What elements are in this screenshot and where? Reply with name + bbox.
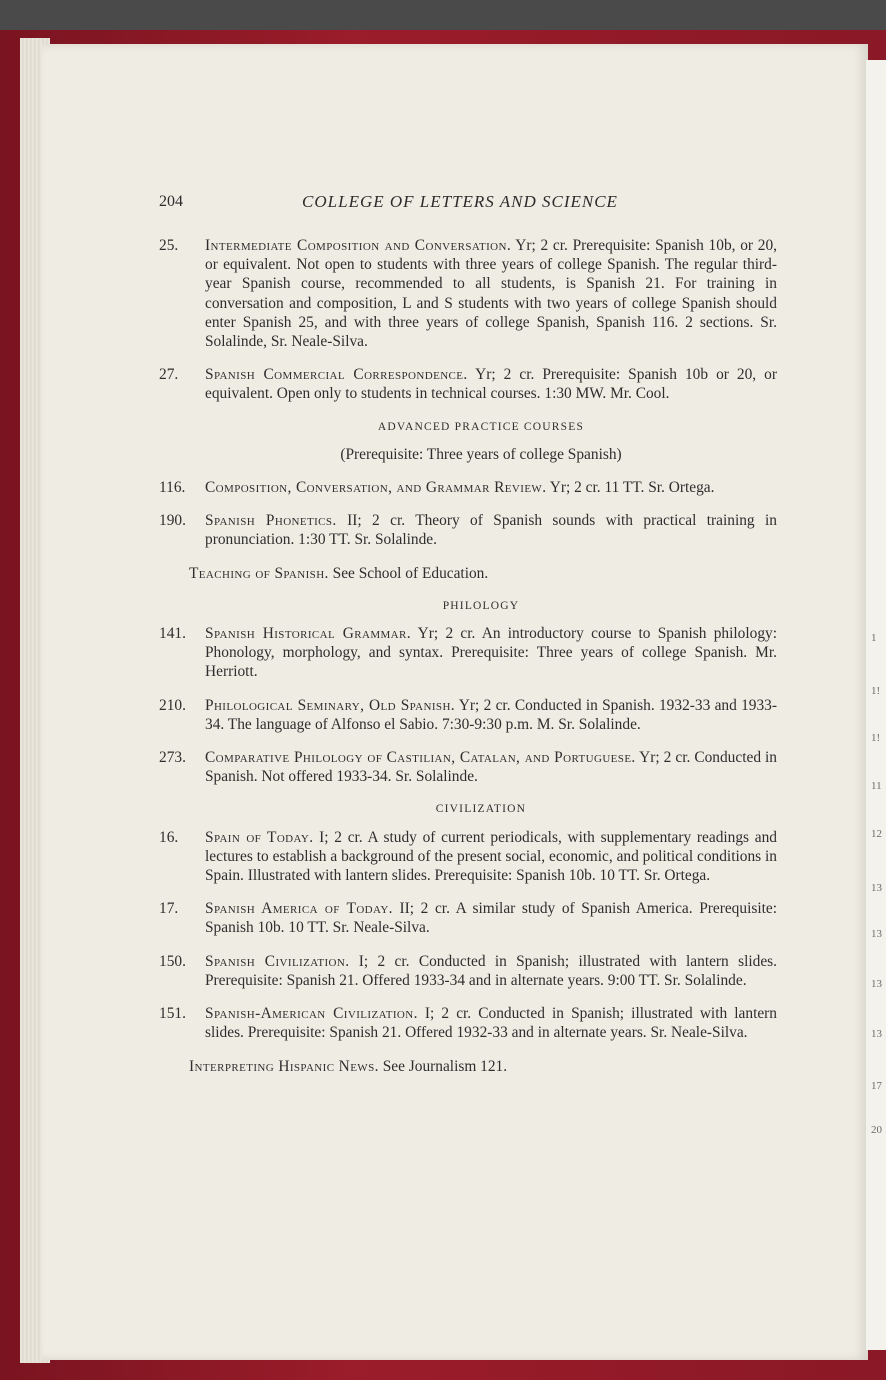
course-description: II; 2 cr. Theory of Spanish sounds with practical training in pronunciation. 1:30 TT. Sr. Solalinde. [205,512,777,549]
facing-page-mark: 1! [871,732,881,744]
cross-reference-journalism [155,1057,777,1076]
course-description: Yr; 2 cr. 11 TT. Sr. Ortega. [546,479,715,497]
course-number: 210. [159,696,186,714]
course-description: Yr; 2 cr. Conducted in Spanish. Not offered 1933-34. Sr. Solalinde. [205,749,777,786]
course-title: Intermediate Composition and Conversation. [205,237,512,254]
course-entry-210 [155,696,777,734]
course-description: Yr; 2 cr. Prerequisite: Spanish 10b, or 20, or equivalent. Not open to students with three years of college Spanish. The regular third-year Spanish course, recommended to all students, is Spanish 21. For training in conversation and composition, L and S students with two years of college Spanish should enter Spanish 25, and with three years of college Spanish, Spanish 116. 2 sections. Sr. Solalinde, Sr. Neale-Silva. [205,237,777,351]
note-text: See Journalism 121. [378,1057,508,1075]
running-head: COLLEGE OF LETTERS AND SCIENCE [302,192,618,211]
course-title: Spanish-American Civilization. [205,1005,418,1023]
course-description: I; 2 cr. Conducted in Spanish; illustrated with lantern slides. Prerequisite: Spanish 21. Offered 1932-33 and in alternate years. Sr. Neale-Silva. [205,1005,777,1042]
course-title: Comparative Philology of Castilian, Catalan, and Portuguese. [205,749,636,767]
section-heading-advanced: ADVANCED PRACTICE COURSES [377,420,585,433]
course-entry-150 [155,952,777,990]
course-number: 190. [159,512,186,530]
facing-page-mark: 11 [871,780,882,792]
course-entry-141 [155,624,777,682]
note-title: Teaching of Spanish. [189,564,329,582]
course-description: Yr; 2 cr. Prerequisite: Spanish 10b or 20, or equivalent. Open only to students in technical courses. 1:30 MW. Mr. Cool. [205,366,778,403]
course-description: I; 2 cr. A study of current periodicals, with supplementary readings and lectures to establish a background of the present social, economic, and political conditions in Spain. Illustrated with lantern slides. Prerequisite: Spanish 10b. 10 TT. Sr. Ortega. [205,828,777,885]
facing-page-mark: 13 [871,1028,882,1040]
course-number: 273. [159,749,186,767]
course-description: Yr; 2 cr. An introductory course to Spanish philology: Phonology, morphology, and syntax. Prerequisite: Three years of college Spanish. Mr. Herriott. [205,625,777,681]
course-number: 25. [159,237,179,254]
course-number: 27. [159,366,179,384]
course-entry-273 [155,748,777,786]
course-number: 141. [159,625,186,643]
page-content [155,236,777,1090]
course-entry-16 [155,828,777,886]
facing-page-mark: 13 [871,928,882,940]
page-number: 204 [159,193,183,210]
course-description: II; 2 cr. A similar study of Spanish America. Prerequisite: Spanish 10b. 10 TT. Sr. Neale-Silva. [205,900,777,937]
course-number: 116. [159,479,186,497]
section-prerequisite: (Prerequisite: Three years of college Spanish) [340,445,622,463]
course-entry-17 [155,899,777,937]
course-description: Yr; 2 cr. Conducted in Spanish. 1932-33 and 1933-34. The language of Alfonso el Sabio. 7:30-9:30 p.m. M. Sr. Solalinde. [205,696,778,733]
course-entry-116 [155,478,777,497]
course-number: 16. [159,828,179,846]
facing-page-mark: 12 [871,828,882,840]
section-heading-philology: PHILOLOGY [442,599,520,612]
course-title: Spanish Historical Grammar. [205,625,412,643]
facing-page-mark: 13 [871,882,882,894]
course-number: 151. [159,1005,186,1023]
course-title: Spanish Commercial Correspondence. [205,366,468,384]
note-title: Interpreting Hispanic News. [189,1057,379,1075]
course-title: Spanish Civilization. [205,952,350,970]
facing-page-mark: 13 [871,978,882,990]
course-number: 17. [159,900,179,918]
course-entry-151 [155,1004,777,1042]
course-title: Philological Seminary, Old Spanish. [205,696,456,714]
note-text: See School of Education. [328,564,489,582]
facing-page-mark: 1 [871,632,877,644]
cross-reference-teaching [155,564,777,583]
course-title: Spanish America of Today. [205,900,393,918]
course-title: Spanish Phonetics. [205,512,337,530]
course-title: Composition, Conversation, and Grammar Review. [205,479,547,497]
facing-page-mark: 20 [871,1124,882,1136]
section-heading-civilization: CIVILIZATION [435,803,527,816]
facing-page-mark: 17 [871,1080,882,1092]
course-number: 150. [159,952,186,970]
facing-page-strip [866,60,886,1350]
facing-page-mark: 1! [871,685,881,697]
course-entry-190 [155,511,777,549]
course-entry-25 [155,236,777,351]
course-description: I; 2 cr. Conducted in Spanish; illustrated with lantern slides. Prerequisite: Spanish 21. Offered 1933-34 and in alternate years. 9:00 TT. Sr. Solalinde. [205,952,777,989]
course-title: Spain of Today. [205,828,314,846]
course-entry-27 [155,365,777,403]
